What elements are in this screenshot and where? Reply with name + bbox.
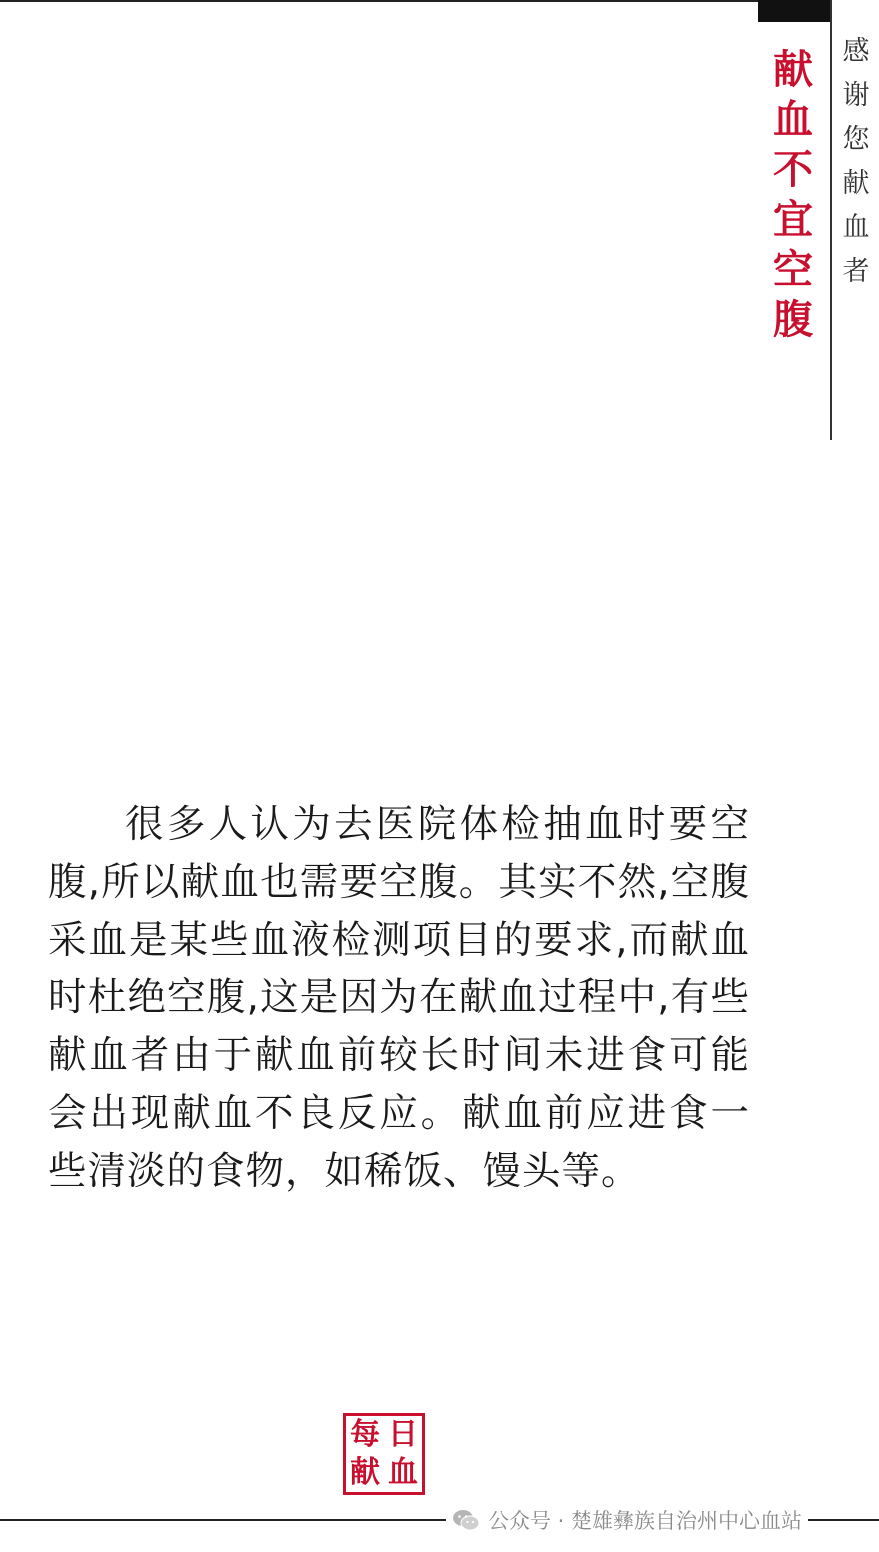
seal-char: 每: [350, 1417, 380, 1452]
article-body: 很多人认为去医院体检抽血时要空腹,所以献血也需要空腹。其实不然,空腹采血是某些血液检测项目的要求,而献血时杜绝空腹,这是因为在献血过程中,有些献血者由于献血前较长时间未进食可能会出现献血不良反应。献血前应进食一些清淡的食物，如稀饭、馒头等。: [48, 802, 750, 1194]
top-corner-block: [758, 0, 832, 22]
footer-source: [446, 1500, 808, 1540]
page-title: 献血不宜空腹: [773, 47, 813, 343]
wechat-icon: [452, 1509, 480, 1531]
seal-char: 血: [388, 1455, 418, 1490]
footer-source-text[interactable]: 公众号 · 楚雄彝族自治州中心血站: [488, 1509, 803, 1533]
vertical-divider: [830, 0, 832, 440]
thanks-tagline: 感谢您献血者: [842, 36, 870, 287]
seal-char: 献: [350, 1455, 380, 1490]
top-rule: [0, 0, 760, 2]
daily-blood-seal-logo: [343, 1413, 425, 1495]
seal-char: 日: [388, 1417, 418, 1452]
